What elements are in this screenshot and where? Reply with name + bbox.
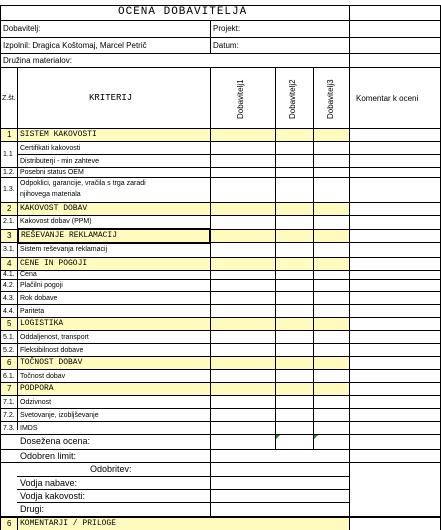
criterion-label: Oddaljenost, transport	[20, 334, 89, 341]
section-number: 2	[7, 204, 12, 213]
section-number: 4	[7, 259, 12, 268]
row-number: 4.1.	[3, 271, 15, 278]
section-number: 1	[7, 130, 12, 139]
grid-line	[0, 128, 441, 129]
criterion-label: Kakovost dobav (PPM)	[20, 218, 92, 225]
grid-line	[0, 434, 441, 435]
grid-line	[0, 449, 441, 450]
criterion-label: Certifikati kakovosti	[20, 145, 81, 152]
criterion-label: Odzivnost	[20, 399, 52, 406]
grid-line	[18, 229, 19, 242]
column-header-supplier-1: Dobavitelj1	[236, 79, 245, 119]
grid-line	[0, 20, 441, 21]
grid-line	[17, 502, 350, 503]
grid-line	[0, 167, 441, 168]
row-number: 4.4.	[3, 308, 15, 315]
grid-line	[0, 343, 441, 344]
row-number: 1.1	[3, 151, 13, 158]
section-title: SISTEM KAKOVOSTI	[20, 130, 97, 139]
filled-by-label: Izpolnil: Dragica Koštomaj, Marcel Petrič	[3, 41, 147, 50]
criterion-label: Rok dobave	[20, 295, 58, 302]
column-header-supplier-2: Dobavitelj2	[288, 79, 297, 119]
criterion-label: Odpoklici, garancije, vračila s trga zaradi	[20, 180, 146, 187]
column-header-comment: Komentar k oceni	[356, 94, 419, 103]
grid-line	[0, 304, 441, 305]
section-number: 6	[7, 358, 12, 367]
grid-line	[17, 243, 211, 244]
row-number: 1.2.	[3, 169, 15, 176]
grid-line	[17, 476, 350, 477]
grid-line	[313, 67, 314, 449]
grid-line	[0, 330, 441, 331]
grid-line	[0, 257, 441, 258]
row-number: 3.1.	[3, 246, 15, 253]
grid-line	[0, 421, 441, 422]
criterion-label: IMDS	[20, 425, 38, 432]
row-number: 6.1.	[3, 373, 15, 380]
grid-line	[17, 489, 350, 490]
grid-line	[0, 462, 441, 463]
section-title: KAKOVOST DOBAV	[20, 204, 88, 213]
section-title: CENE IN POGOJI	[20, 259, 88, 268]
approved-limit-label: Odobren limit:	[20, 451, 77, 461]
row-number: 2.1.	[3, 218, 15, 225]
section-number: 7	[7, 384, 12, 393]
grid-line	[0, 67, 441, 68]
criterion-label: Svetovanje, izobljševanje	[20, 412, 99, 419]
supplier-field-label[interactable]: Dobavitelj:	[3, 24, 41, 33]
grid-line	[0, 270, 441, 271]
grid-line	[0, 141, 441, 142]
row-number: 4.3.	[3, 295, 15, 302]
column-header-supplier-3: Dobavitelj3	[326, 79, 335, 119]
page-title: OCENA DOBAVITELJA	[118, 6, 248, 18]
grid-line	[0, 202, 441, 203]
criterion-label: Fleksibilnost dobave	[20, 347, 84, 354]
grid-line	[0, 291, 441, 292]
grid-line	[0, 408, 441, 409]
grid-line	[0, 5, 1, 530]
criterion-label: Plačilni pogoji	[20, 282, 63, 289]
row-number: 5.2.	[3, 347, 15, 354]
others-label: Drugi:	[20, 504, 45, 514]
criterion-label: njihovega materiala	[20, 191, 81, 198]
grid-line	[0, 53, 441, 54]
grid-line	[0, 215, 441, 216]
row-number: 1.3.	[3, 186, 15, 193]
section-title: PODPORA	[20, 384, 54, 393]
grid-line	[0, 177, 441, 178]
purchasing-manager-label: Vodja nabave:	[20, 478, 78, 488]
quality-manager-label: Vodja kakovosti:	[20, 491, 86, 501]
row-number: 7.1.	[3, 399, 15, 406]
grid-line	[0, 37, 441, 38]
row-number: 7.2.	[3, 412, 15, 419]
row-number: 7.3.	[3, 425, 15, 432]
grid-line	[209, 229, 210, 242]
project-field-label[interactable]: Projekt:	[213, 24, 241, 33]
criterion-label: Pariteta	[20, 308, 45, 315]
grid-line	[0, 229, 441, 230]
row-number: 4.2.	[3, 282, 15, 289]
approval-heading: Odobritev:	[90, 464, 132, 474]
grid-line	[0, 279, 441, 280]
criterion-label: Cena	[20, 271, 37, 278]
grid-line	[0, 317, 441, 318]
grid-line	[0, 356, 441, 357]
grid-line	[17, 67, 18, 430]
material-family-label[interactable]: Družina materialov:	[3, 56, 72, 65]
row-number: 5.1.	[3, 334, 15, 341]
section-title: TOČNOST DOBAV	[20, 358, 83, 367]
grid-line	[349, 5, 350, 530]
section-title: REŠEVANJE REKLAMACIJ	[21, 231, 118, 240]
section-title: KOMENTARJI / PRILOGE	[20, 519, 117, 528]
comment-marker-icon[interactable]	[276, 435, 280, 439]
grid-line	[0, 517, 441, 518]
section-number: 6	[7, 519, 12, 528]
grid-line	[0, 382, 441, 383]
grid-line	[210, 20, 211, 53]
criterion-label: Točnost dobav	[20, 373, 66, 380]
grid-line	[17, 517, 18, 530]
criterion-label: Posebni status OEM	[20, 169, 84, 176]
column-header-zst: Z.št.	[2, 95, 16, 102]
section-number: 3	[7, 231, 12, 240]
section-title: LOGISTIKA	[20, 319, 64, 328]
date-field-label[interactable]: Datum:	[213, 41, 239, 50]
column-header-kriterij: KRITERIJ	[89, 93, 133, 103]
grid-line	[0, 395, 441, 396]
section-number: 5	[7, 319, 12, 328]
criterion-label: Sistem reševanja reklamacij	[20, 246, 108, 253]
grid-line	[0, 369, 441, 370]
grid-line	[275, 67, 276, 449]
comment-marker-icon[interactable]	[314, 435, 318, 439]
grid-line	[17, 228, 211, 229]
achieved-score-label: Dosežena ocena:	[20, 436, 91, 446]
criterion-label: Distributerji - min zahteve	[20, 158, 99, 165]
grid-line	[17, 154, 441, 155]
